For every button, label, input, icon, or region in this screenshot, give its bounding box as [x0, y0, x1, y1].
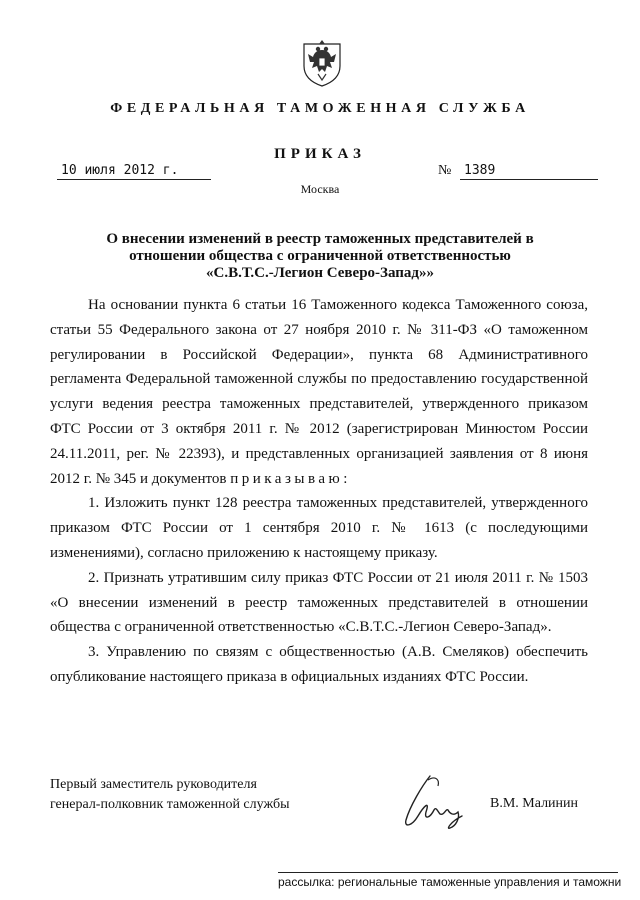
subject-line: «С.В.Т.С.-Легион Северо-Запад»»	[206, 265, 434, 281]
distribution-list: рассылка: региональные таможенные управления и таможни	[278, 875, 622, 889]
number-sign: №	[438, 163, 452, 178]
signatory-name: В.М. Малинин	[490, 796, 579, 811]
divider	[278, 872, 618, 873]
agency-name: ФЕДЕРАЛЬНАЯ ТАМОЖЕННАЯ СЛУЖБА	[110, 101, 530, 116]
order-subject	[90, 231, 550, 282]
order-word: приказываю:	[230, 470, 351, 487]
preamble-text: На основании пункта 6 статьи 16 Таможенного кодекса Таможенного союза, статьи 55 Федерального закона от 27 ноября 2010 г. № 311-ФЗ «О таможенном регулировании в Российской Федерации», пункта 68 Административного регламента Федеральной таможенной службы по предоставлению государственной услуги ведения реестра таможенных представителей, утвержденного приказом ФТС России от 3 октября 2011 г. № 2012 (зарегистрирован Минюстом России 24.11.2011, рег. № 22393), и представленных организацией заявления от 8 июня 2012 г. № 345 и документов	[50, 297, 588, 487]
signatory-position	[50, 775, 289, 815]
position-line: Первый заместитель руководителя	[50, 777, 257, 792]
order-number: 1389	[460, 162, 598, 180]
city: Москва	[300, 182, 340, 196]
subject-line: отношении общества с ограниченной ответственностью	[129, 248, 511, 264]
state-emblem-icon	[300, 36, 344, 88]
handwritten-signature	[400, 772, 472, 834]
subject-line: О внесении изменений в реестр таможенных представителей в	[106, 231, 534, 247]
order-item: 2. Признать утратившим силу приказ ФТС России от 21 июля 2011 г. № 1503 «О внесении изменений в реестр таможенных представителей в отношении общества с ограниченной ответственностью «С.В.Т.С.-Легион Северо-Запад».	[50, 569, 588, 636]
position-line: генерал-полковник таможенной службы	[50, 797, 290, 812]
preamble-paragraph	[50, 293, 588, 491]
order-item: 3. Управлению по связям с общественностью (А.В. Смеляков) обеспечить опубликование настоящего приказа в официальных изданиях ФТС России.	[50, 644, 588, 685]
document-type: ПРИКАЗ	[274, 146, 366, 162]
order-item: 1. Изложить пункт 128 реестра таможенных представителей, утвержденного приказом ФТС России от 1 сентября 2010 г. № 1613 (с последующими изменениями), согласно приложению к настоящему приказу.	[50, 495, 588, 561]
order-body	[50, 293, 588, 690]
order-date: 10 июля 2012 г.	[57, 162, 211, 180]
